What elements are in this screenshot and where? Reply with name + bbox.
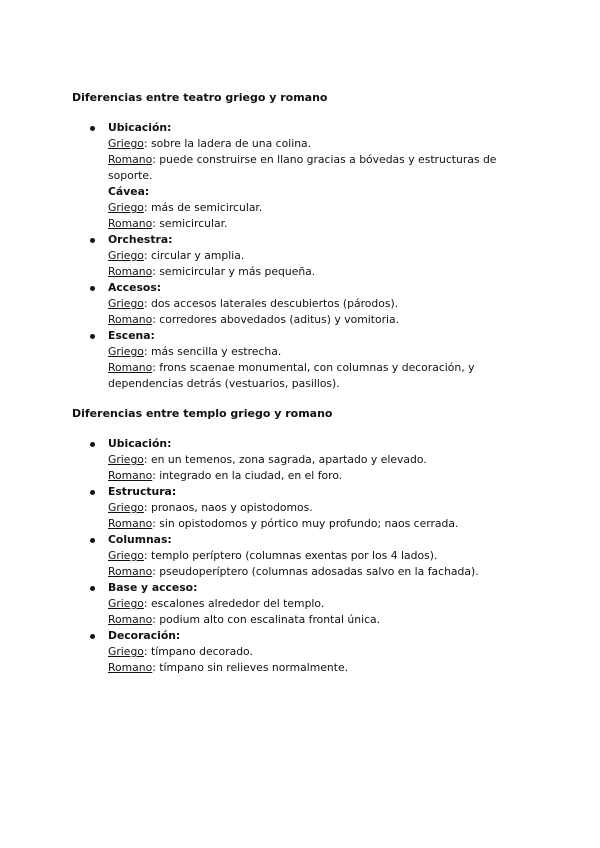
greek-line xyxy=(108,296,532,312)
roman-line xyxy=(108,564,532,580)
bullet-icon xyxy=(90,238,95,243)
roman-text: sin opistodomos y pórtico muy profundo; naos cerrada. xyxy=(159,517,459,530)
greek-label: Griego xyxy=(108,645,144,658)
list-item xyxy=(72,628,532,676)
greek-line xyxy=(108,644,532,660)
greek-label: Griego xyxy=(108,249,144,262)
greek-line xyxy=(108,248,532,264)
label-separator: : xyxy=(143,453,151,466)
label-separator: : xyxy=(152,661,160,674)
greek-line xyxy=(108,500,532,516)
roman-text: semicircular y más pequeña. xyxy=(159,265,316,278)
roman-line xyxy=(108,264,532,280)
list-item xyxy=(72,580,532,628)
label-separator: : xyxy=(143,297,151,310)
list-item xyxy=(72,232,532,280)
greek-text: sobre la ladera de una colina. xyxy=(151,137,312,150)
greek-line xyxy=(108,200,532,216)
greek-text: más sencilla y estrecha. xyxy=(151,345,282,358)
label-separator: : xyxy=(143,549,151,562)
difference-list xyxy=(72,436,532,676)
item-heading: Orchestra: xyxy=(108,233,173,246)
roman-text: puede construirse en llano gracias a bóvedas y estructuras de soporte. xyxy=(108,153,497,182)
label-separator: : xyxy=(152,153,160,166)
greek-label: Griego xyxy=(108,453,144,466)
bullet-icon xyxy=(90,442,95,447)
greek-text: circular y amplia. xyxy=(151,249,245,262)
roman-text: tímpano sin relieves normalmente. xyxy=(159,661,349,674)
roman-line xyxy=(108,468,532,484)
greek-text: más de semicircular. xyxy=(151,201,263,214)
roman-label: Romano xyxy=(108,217,153,230)
label-separator: : xyxy=(143,201,151,214)
section-title: Diferencias entre templo griego y romano xyxy=(72,407,333,420)
label-separator: : xyxy=(143,249,151,262)
greek-text: pronaos, naos y opistodomos. xyxy=(151,501,313,514)
item-subheading: Cávea: xyxy=(108,185,150,198)
label-separator: : xyxy=(152,217,160,230)
greek-line xyxy=(108,596,532,612)
greek-text: en un temenos, zona sagrada, apartado y elevado. xyxy=(151,453,427,466)
bullet-icon xyxy=(90,490,95,495)
greek-label: Griego xyxy=(108,297,144,310)
label-separator: : xyxy=(143,345,151,358)
roman-line xyxy=(108,660,532,676)
roman-line xyxy=(108,216,532,232)
greek-label: Griego xyxy=(108,201,144,214)
bullet-icon xyxy=(90,334,95,339)
roman-label: Romano xyxy=(108,361,153,374)
greek-text: tímpano decorado. xyxy=(151,645,253,658)
section-theatre xyxy=(72,90,532,392)
roman-text: podium alto con escalinata frontal única. xyxy=(159,613,381,626)
item-heading: Decoración: xyxy=(108,629,181,642)
list-item xyxy=(72,280,532,328)
item-heading: Ubicación: xyxy=(108,121,172,134)
label-separator: : xyxy=(143,501,151,514)
roman-text: semicircular. xyxy=(159,217,228,230)
bullet-icon xyxy=(90,286,95,291)
item-heading: Accesos: xyxy=(108,281,162,294)
bullet-icon xyxy=(90,126,95,131)
greek-text: templo períptero (columnas exentas por los 4 lados). xyxy=(151,549,438,562)
greek-label: Griego xyxy=(108,549,144,562)
list-item xyxy=(72,436,532,484)
section-title: Diferencias entre teatro griego y romano xyxy=(72,91,328,104)
difference-list xyxy=(72,120,532,392)
roman-line xyxy=(108,516,532,532)
bullet-icon xyxy=(90,538,95,543)
roman-text: integrado en la ciudad, en el foro. xyxy=(159,469,343,482)
item-heading: Columnas: xyxy=(108,533,172,546)
label-separator: : xyxy=(152,565,160,578)
greek-line xyxy=(108,452,532,468)
label-separator: : xyxy=(152,361,160,374)
roman-line xyxy=(108,152,532,184)
label-separator: : xyxy=(152,265,160,278)
roman-line xyxy=(108,312,532,328)
roman-label: Romano xyxy=(108,469,153,482)
item-heading: Estructura: xyxy=(108,485,177,498)
greek-label: Griego xyxy=(108,137,144,150)
list-item xyxy=(72,532,532,580)
list-item xyxy=(72,328,532,392)
item-heading: Ubicación: xyxy=(108,437,172,450)
roman-label: Romano xyxy=(108,565,153,578)
greek-line xyxy=(108,548,532,564)
greek-text: escalones alrededor del templo. xyxy=(151,597,325,610)
label-separator: : xyxy=(143,597,151,610)
roman-line xyxy=(108,360,532,392)
item-heading: Base y acceso: xyxy=(108,581,198,594)
list-item xyxy=(72,120,532,232)
label-separator: : xyxy=(152,613,160,626)
roman-text: frons scaenae monumental, con columnas y decoración, y dependencias detrás (vestuarios, pasillos). xyxy=(108,361,475,390)
greek-line xyxy=(108,344,532,360)
label-separator: : xyxy=(152,517,160,530)
roman-label: Romano xyxy=(108,313,153,326)
label-separator: : xyxy=(143,137,151,150)
greek-label: Griego xyxy=(108,597,144,610)
greek-label: Griego xyxy=(108,501,144,514)
bullet-icon xyxy=(90,586,95,591)
bullet-icon xyxy=(90,634,95,639)
item-heading: Escena: xyxy=(108,329,155,342)
roman-text: corredores abovedados (aditus) y vomitoria. xyxy=(159,313,400,326)
label-separator: : xyxy=(152,313,160,326)
greek-text: dos accesos laterales descubiertos (párodos). xyxy=(151,297,399,310)
roman-line xyxy=(108,612,532,628)
label-separator: : xyxy=(152,469,160,482)
greek-label: Griego xyxy=(108,345,144,358)
roman-label: Romano xyxy=(108,517,153,530)
roman-text: pseudoperíptero (columnas adosadas salvo en la fachada). xyxy=(159,565,479,578)
greek-line xyxy=(108,136,532,152)
roman-label: Romano xyxy=(108,613,153,626)
label-separator: : xyxy=(143,645,151,658)
roman-label: Romano xyxy=(108,153,153,166)
section-temple xyxy=(72,406,532,676)
list-item xyxy=(72,484,532,532)
roman-label: Romano xyxy=(108,265,153,278)
roman-label: Romano xyxy=(108,661,153,674)
